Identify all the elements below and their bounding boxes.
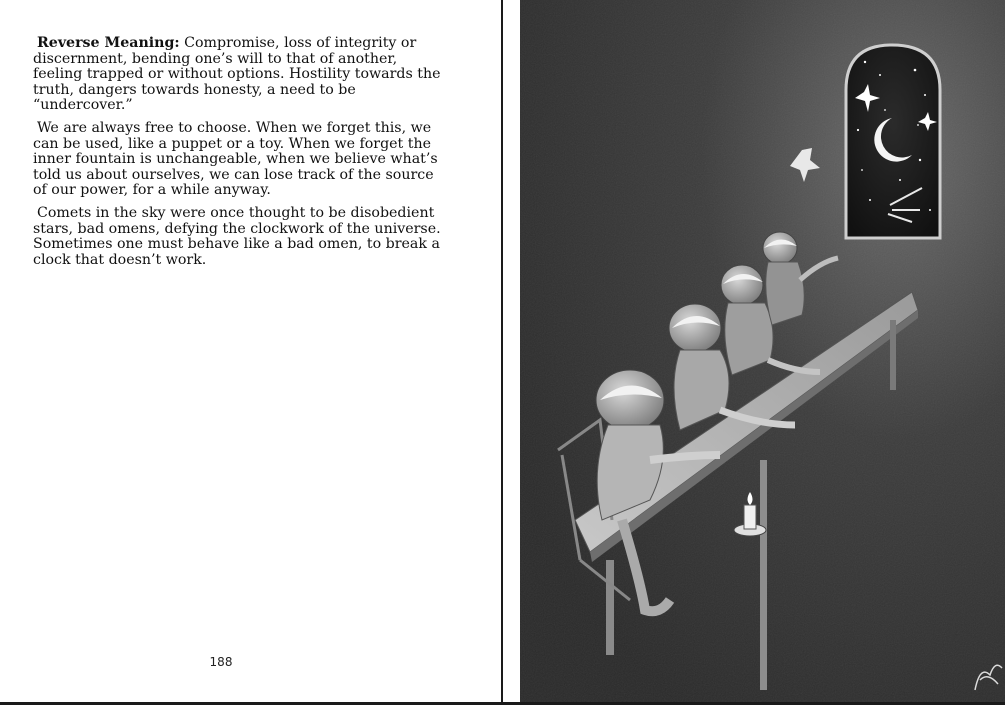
reverse-meaning-text: Compromise, loss of integrity or discernment, bending one’s will to that of another, feeling trapped or without options. Hostility towards the truth, dangers towards honesty, a need to be “undercover.” — [33, 35, 441, 114]
reverse-meaning-label: Reverse Meaning: — [37, 35, 180, 51]
gutter — [503, 0, 520, 705]
paragraph-free-to-choose: We are always free to choose. When we forget this, we can be used, like a puppet or a toy. When we forget the inner fountain is unchangeable, when we believe what’s told us about ourselves, we can lose track of the source of our power, for a while anyway. — [33, 119, 438, 199]
text-block — [33, 36, 443, 275]
pencil-illustration — [520, 0, 1005, 702]
paragraph-comets: Comets in the sky were once thought to be disobedient stars, bad omens, defying the clockwork of the universe. Sometimes one must behave like a bad omen, to break a clock that doesn’t work. — [33, 204, 441, 268]
left-page — [0, 0, 501, 705]
page-number: 188 — [209, 655, 233, 669]
paragraph-reverse-meaning — [33, 36, 443, 114]
